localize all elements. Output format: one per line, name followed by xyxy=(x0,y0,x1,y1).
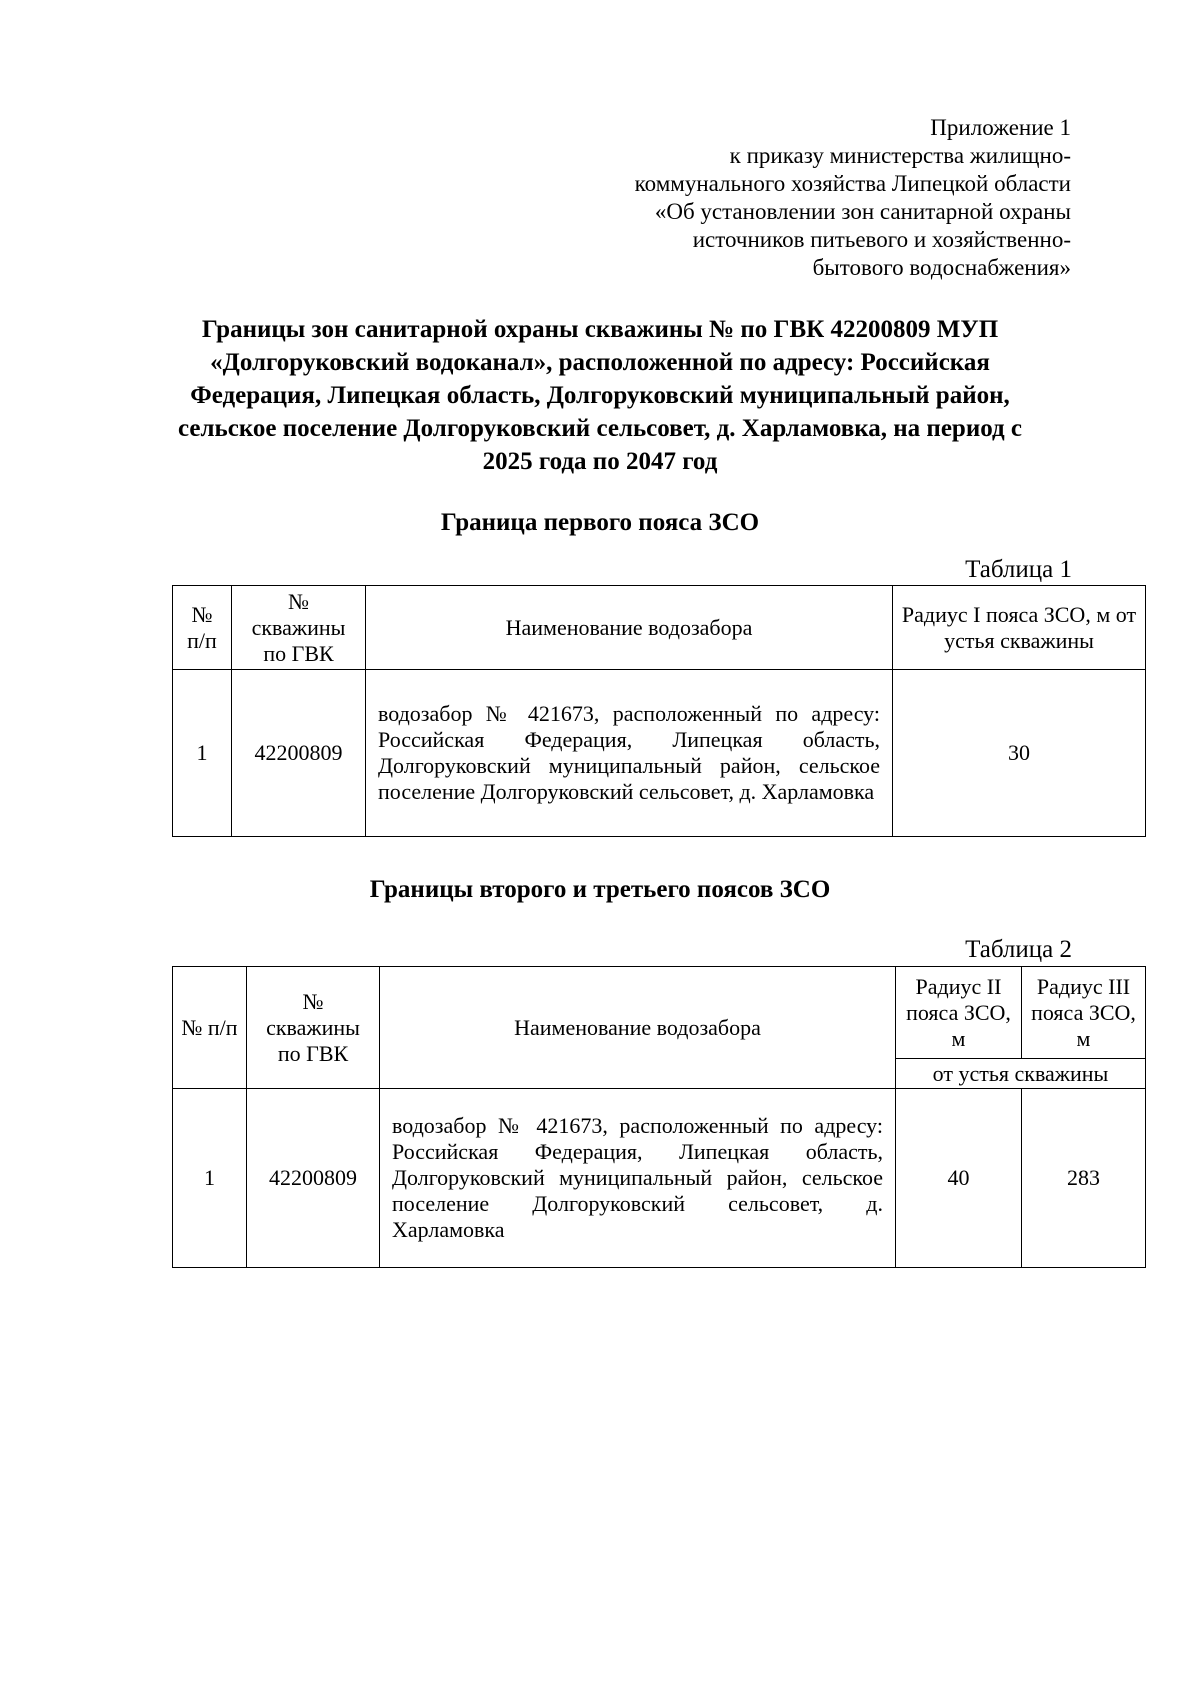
table1-header-well: № скважины по ГВК xyxy=(232,586,366,670)
table1-cell-name: водозабор № 421673, расположенный по адресу: Российская Федерация, Липецкая область, Долгоруковский муниципальный район, сельское поселение Долгоруковский сельсовет, д. Харламовка xyxy=(366,670,893,837)
table1-cell-radius: 30 xyxy=(893,670,1146,837)
table2-header-well: № скважины по ГВК xyxy=(247,967,380,1089)
table2-cell-radius2: 40 xyxy=(896,1089,1022,1268)
table2-cell-num: 1 xyxy=(173,1089,247,1268)
table1-header-num: № п/п xyxy=(173,586,232,670)
table2-header-num: № п/п xyxy=(173,967,247,1089)
appendix-line: Приложение 1 xyxy=(930,115,1071,140)
title-line: 2025 года по 2047 год xyxy=(482,448,718,475)
title-line: Границы зон санитарной охраны скважины № по ГВК 42200809 МУП xyxy=(201,316,999,343)
table2-header-from-mouth: от устья скважины xyxy=(896,1059,1146,1089)
table-row xyxy=(173,670,1146,837)
appendix-line: источников питьевого и хозяйственно- xyxy=(692,227,1071,252)
document-title xyxy=(150,313,1050,478)
table2-cell-name: водозабор № 421673, расположенный по адресу: Российская Федерация, Липецкая область, Долгоруковский муниципальный район, сельское поселение Долгоруковский сельсовет, д. Харламовка xyxy=(380,1089,896,1268)
table2-label: Таблица 2 xyxy=(965,936,1072,963)
title-line: сельское поселение Долгоруковский сельсовет, д. Харламовка, на период с xyxy=(177,415,1023,442)
appendix-header xyxy=(551,114,1071,282)
table1-label: Таблица 1 xyxy=(965,556,1072,583)
table2-cell-well: 42200809 xyxy=(247,1089,380,1268)
table1 xyxy=(172,585,1146,837)
appendix-line: коммунального хозяйства Липецкой области xyxy=(634,171,1071,196)
table-row xyxy=(173,1089,1146,1268)
section2-heading: Границы второго и третьего поясов ЗСО xyxy=(369,876,831,903)
table2 xyxy=(172,966,1146,1268)
title-line: Федерация, Липецкая область, Долгоруковский муниципальный район, xyxy=(190,382,1010,409)
table1-header-name: Наименование водозабора xyxy=(366,586,893,670)
title-line: «Долгоруковский водоканал», расположенной по адресу: Российская xyxy=(210,349,990,376)
appendix-line: бытового водоснабжения» xyxy=(812,255,1071,280)
table2-cell-radius3: 283 xyxy=(1022,1089,1146,1268)
appendix-line: к приказу министерства жилищно- xyxy=(729,143,1071,168)
table2-header-radius3: Радиус III пояса ЗСО, м xyxy=(1022,967,1146,1059)
section1-heading: Граница первого пояса ЗСО xyxy=(440,509,760,536)
table2-header-row xyxy=(173,967,1146,1059)
table1-cell-num: 1 xyxy=(173,670,232,837)
table2-header-radius2: Радиус II пояса ЗСО, м xyxy=(896,967,1022,1059)
table1-header-radius: Радиус I пояса ЗСО, м от устья скважины xyxy=(893,586,1146,670)
table1-header-row xyxy=(173,586,1146,670)
table1-cell-well: 42200809 xyxy=(232,670,366,837)
appendix-line: «Об установлении зон санитарной охраны xyxy=(654,199,1071,224)
table2-header-name: Наименование водозабора xyxy=(380,967,896,1089)
